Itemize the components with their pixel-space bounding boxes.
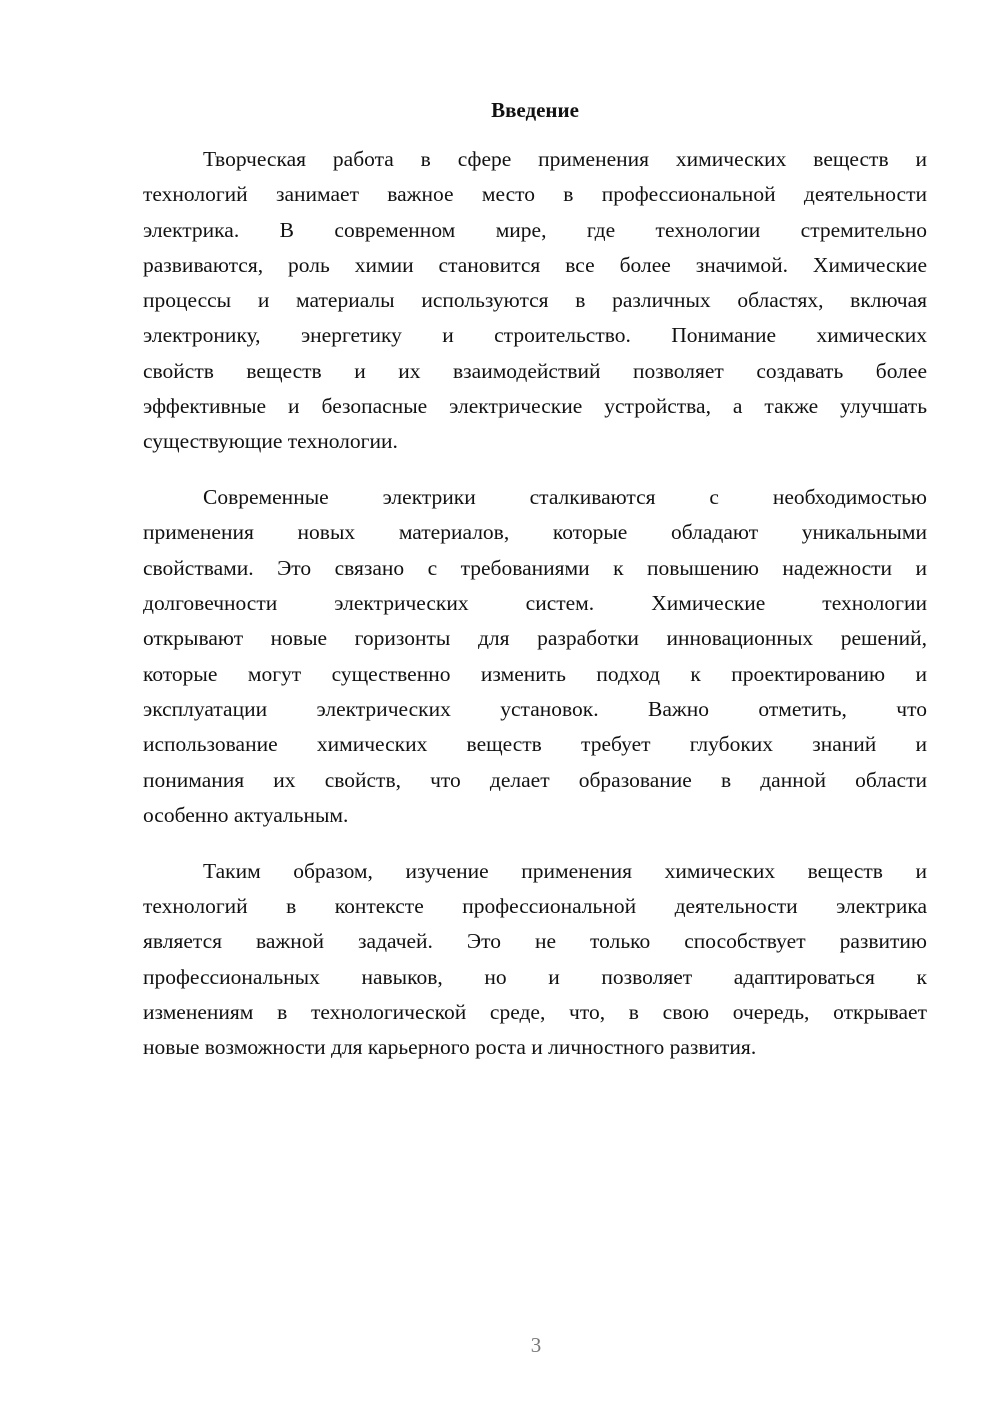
page-number: 3	[530, 1333, 542, 1357]
paragraph-line: которые могут существенно изменить подход к проектированию и	[143, 661, 927, 686]
paragraph-line: Творческая работа в сфере применения химических веществ и	[203, 147, 927, 171]
paragraph-line: электронику, энергетику и строительство. Понимание химических	[143, 323, 927, 348]
paragraph-line: эффективные и безопасные электрические устройства, а также улучшать	[143, 394, 927, 419]
paragraph-line: применения новых материалов, которые обладают уникальными	[143, 520, 927, 545]
paragraph-line: понимания их свойств, что делает образование в данной области	[143, 767, 927, 792]
paragraph-line: долговечности электрических систем. Химические технологии	[143, 591, 927, 616]
paragraph	[143, 142, 927, 460]
paragraph-line: существующие технологии.	[143, 429, 398, 454]
paragraph-line: Таким образом, изучение применения химических веществ и	[203, 858, 927, 883]
paragraph-line: развиваются, роль химии становится все более значимой. Химические	[143, 252, 927, 277]
paragraph	[143, 854, 927, 1066]
paragraph-line: использование химических веществ требует глубоких знаний и	[143, 732, 927, 757]
section-heading: Введение	[491, 98, 579, 122]
paragraph-line: технологий занимает важное место в профессиональной деятельности	[143, 182, 927, 207]
paragraph-line: свойств веществ и их взаимодействий позволяет создавать более	[143, 358, 927, 383]
paragraph-line: особенно актуальным.	[143, 802, 349, 827]
paragraph-line: новые возможности для карьерного роста и личностного развития.	[143, 1035, 757, 1060]
paragraph-line: открывают новые горизонты для разработки инновационных решений,	[143, 626, 927, 651]
paragraph-line: является важной задачей. Это не только способствует развитию	[143, 929, 927, 954]
paragraph-line: электрика. В современном мире, где технологии стремительно	[143, 217, 927, 242]
paragraph-line: профессиональных навыков, но и позволяет адаптироваться к	[143, 964, 927, 989]
paragraph	[143, 480, 927, 833]
paragraph-line: свойствами. Это связано с требованиями к повышению надежности и	[143, 555, 927, 580]
paragraph-line: изменениям в технологической среде, что, в свою очередь, открывает	[143, 999, 927, 1024]
paragraph-line: Современные электрики сталкиваются с необходимостью	[203, 485, 927, 510]
paragraph-line: процессы и материалы используются в различных областях, включая	[143, 288, 927, 313]
paragraph-line: технологий в контексте профессиональной деятельности электрика	[143, 893, 927, 918]
paragraph-line: эксплуатации электрических установок. Важно отметить, что	[143, 696, 927, 721]
document-body	[143, 142, 927, 1086]
